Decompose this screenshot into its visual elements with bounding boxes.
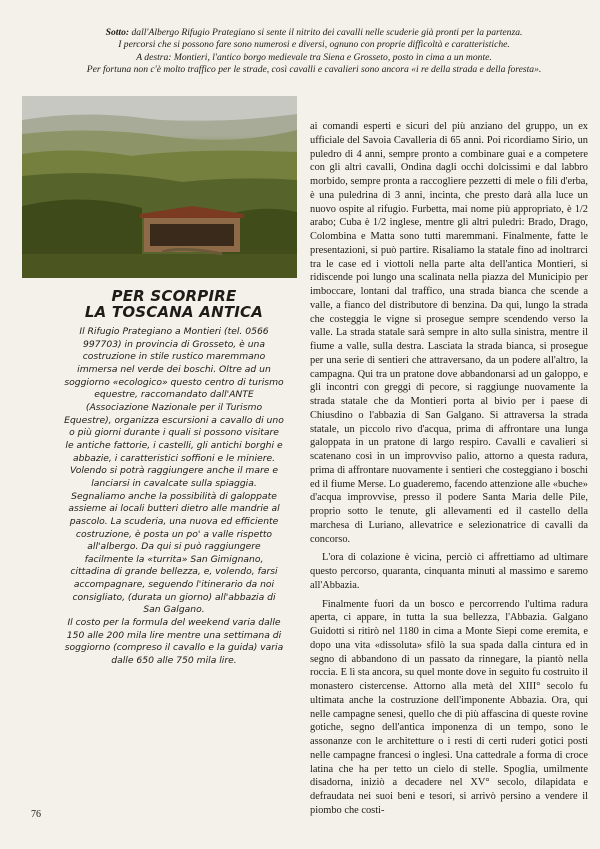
caption-line-3: A destra: Montieri, l'antico borgo medievale tra Siena e Grosseto, posto in cima a un monte. bbox=[136, 51, 492, 63]
info-box-title: PER SCORPIRE LA TOSCANA ANTICA bbox=[84, 287, 264, 321]
info-box-body bbox=[64, 326, 284, 668]
caption-line-4: Per fortuna non c'è molto traffico per le strade, così cavalli e cavalieri sono ancora «i re della strada e della foresta». bbox=[86, 64, 542, 76]
info-box-paragraph: Il costo per la formula del weekend varia dalle 150 alle 200 mila lire mentre una settimana di soggiorno (compreso il cavallo e la guida) varia dalle 650 alle 750 mila lire. bbox=[64, 617, 284, 667]
article-column bbox=[310, 120, 588, 818]
info-box bbox=[64, 288, 284, 668]
page-number: 76 bbox=[31, 809, 41, 820]
article-paragraph: Finalmente fuori da un bosco e percorrendo l'ultima radura aperta, ci appare, in tutta la sua bellezza, l'Abbazia. Galgano Guidotti si ritirò nel 1180 in cima a Monte Siepi come eremita, e dopo una vita «dissoluta» sfilò la sua spada dalla cintura ed in segno di abbandono di un passato da rinnegare, la piantò nella roccia. E lì sta ancora, su quel monte dove in seguito fu costruito il monastero cistercense. Attorno alla metà del XIII° secolo fu ultimata anche la costruzione dell'imponente Abbazia. Ora, qui nelle campagne senesi, quello che di più affascina di queste rovine gotiche, segno dell'antica imponenza di un tempo, sono le assonanze con le architetture o i resti di certi ruderi gotici posti nelle campagne francesi o inglesi. Una cattedrale a forma di croce latina che ha per tetto un cielo di stelle. Spoglia, umilmente disadorna, iniziò a decadere nel XV° secolo, dilapidata e defraudata nei suoi beni e tesori, si arrivò persino a vendere il piombo che costi- bbox=[310, 598, 588, 816]
landscape-photo bbox=[22, 96, 297, 278]
caption-line-1: Sotto: dall'Albergo Rifugio Prategiano si sente il nitrito dei cavalli nelle scuderie già pronti per la partenza. bbox=[105, 27, 523, 38]
photo-caption bbox=[36, 27, 592, 77]
caption-line-2: I percorsi che si possono fare sono numerosi e diversi, ognuno con proprie difficoltà e caratteristiche. bbox=[118, 39, 510, 51]
info-box-paragraph: Il Rifugio Prategiano a Montieri (tel. 0566 997703) in provincia di Grosseto, è una costruzione in stile rustico maremmano immersa nel verde dei boschi. Oltre ad un soggiorno «ecologico» questo centro di turismo equestre, raccomandato dall'ANTE (Associazione Nazionale per il Turismo Equestre), organizza escursioni a cavallo di uno o più giorni durante i quali si possono visitare le antiche fattorie, i castelli, gli antichi borghi e abbazie, i caratteristici soffioni e le miniere. Volendo si potrà raggiungere anche il mare e lanciarsi in cavalcate sulla spiaggia. Segnaliamo anche la possibilità di galoppate assieme ai locali butteri dietro alle mandrie al pascolo. La scuderia, una nuova ed efficiente costruzione, è posta un po' a valle rispetto all'albergo. Da qui si può raggiungere facilmente la «turrita» San Gimignano, cittadina di grande bellezza, e, volendo, farsi accompagnare, seguendo l'itinerario da noi consigliato, (durata un giorno) all'abbazia di San Galgano. bbox=[64, 326, 284, 616]
article-paragraph: ai comandi esperti e sicuri del più anziano del gruppo, un ex ufficiale del Savoia Cavalleria di 65 anni. Poi ricordiamo Sirio, un puledro di 4 anni, sempre pronto a combinare guai e a competere con gli altri cavalli, Ondina dagli occhi dolcissimi e dal labbro morbido, sempre pronta a raccogliere pezzetti di mele o fili d'erba, è una puledrina di 3 anni, incinta, che presto darà alla luce un nuovo ospite al rifugio. Furbetta, mai nome più appropriato, è 1/2 arabo; Cuba è 1/2 inglese, mentre gli altri puledri: Brado, Drago, Colombina e Matta sono tutti maremmani. Finalmente, fatte le presentazioni, si può partire. Risaliamo la statale fino ad inoltrarci tra le case ed i viottoli nella parte alta dell'antica Montieri, si ridiscende poi lungo una scalinata nella piazza del Municipio per imboccare, lontani dal traffico, una strada bianca che scende a valle, a fianco del distributore di benzina. Da qui, lungo la strada che costeggia le vigne si prosegue sempre scendendo verso la valle. La strada statale sarà sempre in alto sulla sinistra, mentre il fiume a valle, sulla destra. Lasciata la strada bianca, si prosegue per una serie di sentieri che attraversano, da un podere all'altro, la campagna. Qui tra un pratone dove abbandonarsi ad un galoppo, e gli incontri con greggi di pecore, si raggiunge nuovamente la strada statale che da Montieri porta al bivio per i paese di Chiusdino o l'abbazia di San Galgano. Si attraversa la strada statale, un piccolo rivo d'acqua, prima di affrontare una lunga galoppata in un pratone di largo respiro. Cavalli e cavalieri si scatenano così in un improvviso palio, attorno a questa radura, prima di affrontare nuovamente i sentieri che costeggiano i boschi ed il fiume Merse. Lo guaderemo, facendo attenzione alle «buche» d'acqua improvvise, presso il podere Santa Maria delle Pile, proprio sotto le tenute, gli allevamenti ed il castello della marchesa di Luriano, allevatrice e selezionatrice di cavalli da concorso. bbox=[310, 121, 588, 545]
caption-lead: Sotto: bbox=[105, 27, 130, 38]
article-paragraph: L'ora di colazione è vicina, perciò ci affrettiamo ad ultimare questo percorso, quaranta, cinquanta minuti al massimo e saremo all'Abbazia. bbox=[310, 552, 588, 591]
